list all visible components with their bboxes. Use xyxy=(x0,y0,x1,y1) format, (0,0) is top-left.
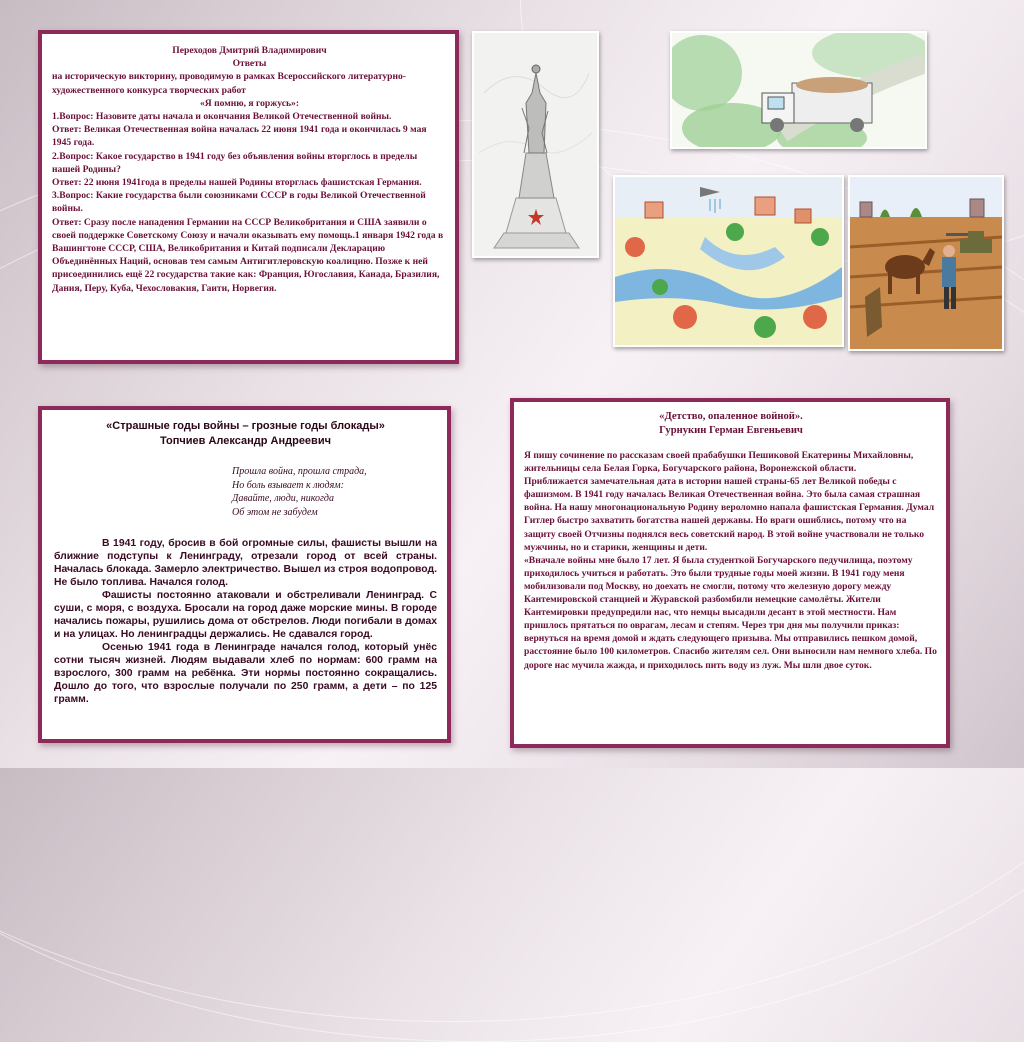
quiz-text-line: 2.Вопрос: Какое государство в 1941 году без объявления войны вторглось в пределы нашей Родины? xyxy=(52,150,418,175)
essay-paragraph: Фашисты постоянно атаковали и обстреливали Ленинград. С суши, с моря, с воздуха. Бросали на город даже морские мины. В городе начались пожары, рушились дома от обстрелов. Люди погибали в домах и на улицах. Но ленинградцы держались. Не сдавался город. xyxy=(54,590,437,640)
quiz-text-line: Ответ: 22 июня 1941года в пределы нашей Родины вторглась фашистская Германия. xyxy=(52,177,422,189)
quiz-heading-line: Ответы xyxy=(232,58,267,70)
plowing-tank-drawing xyxy=(848,175,1004,351)
childhood-essay-panel xyxy=(510,398,950,748)
quiz-heading-line: «Я помню, я горжусь»: xyxy=(199,97,300,109)
essay-author: Гурнукин Герман Евгеньевич xyxy=(659,424,803,436)
essay-author: Топчиев Александр Андреевич xyxy=(160,435,331,447)
blockade-essay-panel xyxy=(38,406,451,743)
essay-paragraph: Осенью 1941 года в Ленинграде начался голод, который унёс сотни тысяч жизней. Людям выдавали хлеб по нормам: 600 грамм на взрослого, 300 грамм на ребёнка. Эти нормы постоянно сокращались. Дошло до того, что взрослые получали по 250 грамм, а дети – по 125 грамм. xyxy=(54,642,437,705)
quiz-answers-panel xyxy=(38,30,459,364)
poem-line: Прошла война, прошла страда, xyxy=(232,466,367,477)
quiz-text-line: 1.Вопрос: Назовите даты начала и окончания Великой Отечественной войны. xyxy=(52,111,392,123)
village-river-drawing xyxy=(613,175,844,347)
truck-drawing xyxy=(670,31,927,149)
essay-title: «Страшные годы войны – грозные годы блокады» xyxy=(106,420,385,432)
quiz-answers-text xyxy=(52,44,447,295)
quiz-text-line: Ответ: Сразу после нападения Германии на СССР Великобритания и США заявили о своей поддержке Советскому Союзу и начали оказывать ему помощь.1 января 1942 года в Вашингтоне СССР, США, Великобритания и Китай подписали Декларацию Объединённых Наций, основав тем самым Антигитлеровскую коалицию. Позже к ней присоединились ещё 22 государства такие как: Франция, Югославия, Канада, Бразилия, Дания, Перу, Куба, Чехословакия, Гаити, Норвегия. xyxy=(52,216,444,294)
essay-title: «Детство, опаленное войной». xyxy=(659,411,803,422)
essay-paragraph: Приближается замечательная дата в истории нашей страны-65 лет Великой победы с фашизмом. В 1941 году началась Великая Отечественная война. Это была самая страшная война. На нашу многонациональную Родину вероломно напала фашистская Германия. Думал Гитлер быстро захватить богатства нашей державы. Но враги ошиблись, потому что на защиту своей Отчизны поднялся весь советский народ. В этой войне участвовали не только мужчины, но и старики, женщины и дети. xyxy=(524,476,935,553)
poem xyxy=(232,465,437,519)
poem-line: Об этом не забудем xyxy=(232,506,318,518)
poem-line: Давайте, люди, никогда xyxy=(232,493,334,504)
essay-body xyxy=(54,537,437,706)
quiz-heading-line: Переходов Дмитрий Владимирович xyxy=(172,45,327,56)
essay-paragraph: «Вначале войны мне было 17 лет. Я была студенткой Богучарского педучилища, поэтому приходилось учиться и работать. Это были трудные годы моей жизни. В 1941 году меня мобилизовали под Москву, но доехать не смогли, потому что железную дорогу между Кантемировской станцией и Журавской разбомбили немецкие самолёты. Жители Кантемировки предупредили нас, что немцы высадили десант в этой местности. Нам пришлось прятаться по оврагам, лесам и степям. Через три дня мы получили приказ: вернуться на время домой и ждать следующего призыва. Мы отправились пешком домой, расстояние было 100 километров. Спасибо жителям сел. Они выносили нам немного хлеба. По дороге нас мучила жажда, и приходилось пить воду из луж. Мы шли двое суток. xyxy=(524,554,937,671)
essay-paragraph: Я пишу сочинение по рассказам своей прабабушки Пешиковой Екатерины Михайловны, жительницы села Белая Горка, Богучарского района, Воронежской области. xyxy=(524,450,914,475)
poem-line: Но боль взывает к людям: xyxy=(232,479,344,491)
quiz-text-line: Ответ: Великая Отечественная война началась 22 июня 1941 года и окончилась 9 мая 1945 года. xyxy=(52,124,427,149)
essay-paragraph: В 1941 году, бросив в бой огромные силы, фашисты вышли на ближние подступы к Ленинграду, отрезали город от всей страны. Началась блокада. Замерло электричество. Вышел из строя водопровод. Не было топлива. Начался голод. xyxy=(54,538,437,588)
quiz-text-line: на историческую викторину, проводимую в рамках Всероссийского литературно-художественного конкурса творческих работ xyxy=(52,71,406,96)
quiz-text-line: 3.Вопрос: Какие государства были союзниками СССР в годы Великой Отечественной войны. xyxy=(52,190,426,215)
monument-drawing xyxy=(472,31,599,258)
